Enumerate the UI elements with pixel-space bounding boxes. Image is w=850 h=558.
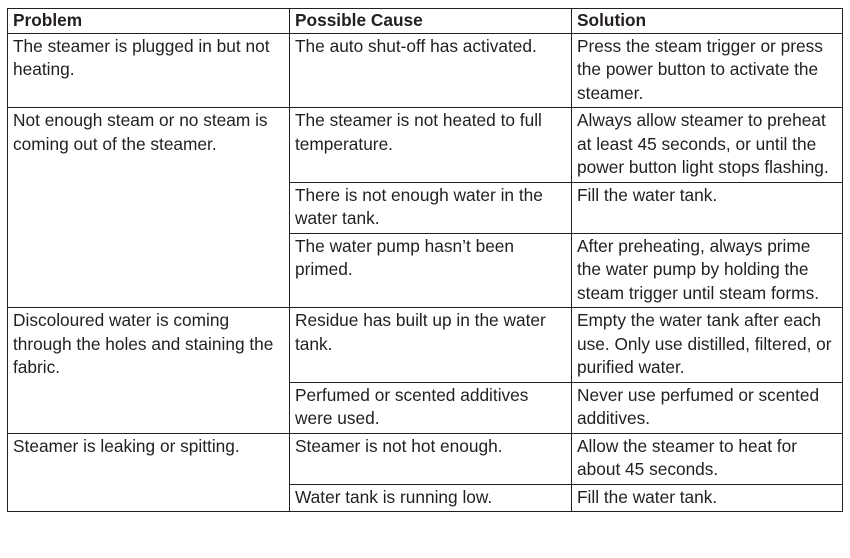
cause-cell: Perfumed or scented additives were used. (290, 382, 572, 433)
solution-cell: Empty the water tank after each use. Only use distilled, filtered, or purified water. (572, 308, 843, 383)
solution-cell: After preheating, always prime the water pump by holding the steam trigger until steam forms. (572, 233, 843, 308)
cause-cell: The auto shut-off has activated. (290, 33, 572, 108)
solution-cell: Always allow steamer to preheat at least 45 seconds, or until the power button light stops flashing. (572, 108, 843, 183)
header-row (8, 9, 843, 34)
problem-cell: Steamer is leaking or spitting. (8, 433, 290, 512)
solution-cell: Press the steam trigger or press the power button to activate the steamer. (572, 33, 843, 108)
cause-cell: Steamer is not hot enough. (290, 433, 572, 484)
table-row (8, 33, 843, 108)
cause-cell: The water pump hasn’t been primed. (290, 233, 572, 308)
solution-cell: Fill the water tank. (572, 484, 843, 512)
solution-cell: Allow the steamer to heat for about 45 seconds. (572, 433, 843, 484)
header-problem: Problem (8, 9, 290, 34)
header-solution: Solution (572, 9, 843, 34)
cause-cell: Water tank is running low. (290, 484, 572, 512)
solution-cell: Fill the water tank. (572, 182, 843, 233)
table-row (8, 433, 843, 484)
solution-cell: Never use perfumed or scented additives. (572, 382, 843, 433)
problem-cell: Discoloured water is coming through the holes and staining the fabric. (8, 308, 290, 434)
table-row (8, 308, 843, 383)
problem-cell: Not enough steam or no steam is coming out of the steamer. (8, 108, 290, 308)
problem-cell: The steamer is plugged in but not heating. (8, 33, 290, 108)
cause-cell: There is not enough water in the water tank. (290, 182, 572, 233)
troubleshooting-table (7, 8, 843, 512)
cause-cell: Residue has built up in the water tank. (290, 308, 572, 383)
cause-cell: The steamer is not heated to full temperature. (290, 108, 572, 183)
header-possible-cause: Possible Cause (290, 9, 572, 34)
table-row (8, 108, 843, 183)
